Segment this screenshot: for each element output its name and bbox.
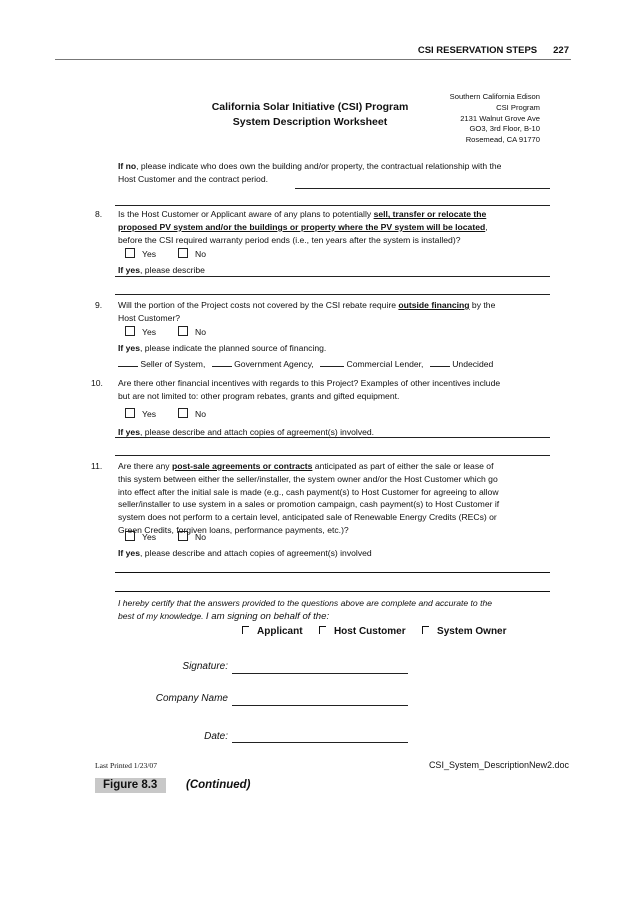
question-number: 8. — [95, 209, 103, 219]
role-applicant-checkbox[interactable] — [242, 626, 303, 639]
followup-text: , please describe and attach copies of agreement(s) involved. — [139, 427, 375, 437]
q9-no-checkbox[interactable] — [178, 326, 206, 339]
page-number: 227 — [553, 45, 569, 56]
q-text: anticipated as part of either the sale or lease of — [312, 461, 494, 471]
blank[interactable] — [212, 366, 232, 367]
q-text: system does not perform to a certain level, anticipated sale of Renewable Energy Credits (RECs) or — [118, 512, 497, 523]
checkbox-icon — [178, 408, 188, 418]
source-label: Undecided — [452, 359, 494, 369]
if-no-bold: If no — [118, 161, 137, 171]
figure-label: Figure 8.3 — [95, 778, 166, 793]
q-text: Are there other financial incentives with regards to this Project? Examples of other incentives include — [118, 378, 501, 388]
address-line: GO3, 3rd Floor, B-10 — [469, 124, 540, 134]
header-rule — [55, 59, 571, 60]
q-text: but are not limited to: other program rebates, grants and gifted equipment. — [118, 390, 400, 401]
q8-followup — [118, 264, 205, 277]
followup-bold: If yes — [118, 265, 140, 275]
checkbox-icon — [242, 626, 249, 634]
q-emphasis: proposed PV system and/or the buildings or property where the PV system will be located — [118, 221, 486, 232]
option-label: No — [195, 532, 207, 542]
q11-followup — [118, 547, 372, 560]
option-label: No — [195, 249, 207, 259]
q10-yes-checkbox[interactable] — [125, 408, 156, 421]
option-label: Yes — [142, 327, 157, 337]
q11-yes-checkbox[interactable] — [125, 531, 156, 544]
q-text: seller/installer to use system in a sales or promotion campaign, cash payment(s) to Host Customer if — [118, 499, 500, 510]
role-label: Host Customer — [333, 626, 406, 637]
q11-options — [125, 531, 228, 544]
date-label: Date: — [204, 731, 228, 742]
followup-text: , please describe — [139, 265, 205, 275]
q-text: into effect after the initial sale is made (e.g., cash payment(s) to Host Customer for agreeing to allow — [118, 486, 499, 497]
q-text: Host Customer? — [118, 312, 181, 323]
followup-text: , please describe and attach copies of agreement(s) involved — [139, 548, 372, 558]
checkbox-icon — [178, 531, 188, 541]
q9-options — [125, 326, 228, 339]
q8-no-checkbox[interactable] — [178, 248, 206, 261]
company-name-field[interactable] — [232, 705, 408, 706]
option-label: Yes — [142, 532, 157, 542]
answer-line[interactable] — [115, 294, 550, 295]
source-label: Commercial Lender, — [346, 359, 424, 369]
if-no-line: , please indicate who does own the building and/or property, the contractual relationship with the — [136, 161, 502, 171]
last-printed: Last Printed 1/23/07 — [95, 761, 158, 770]
financing-sources — [118, 358, 493, 371]
answer-line[interactable] — [115, 437, 550, 438]
checkbox-icon — [125, 326, 135, 336]
answer-line[interactable] — [115, 572, 550, 573]
question-11 — [118, 460, 499, 537]
question-number: 11. — [91, 461, 103, 471]
q8-options — [125, 248, 228, 261]
form-title — [180, 100, 440, 130]
question-number: 9. — [95, 300, 103, 310]
q11-no-checkbox[interactable] — [178, 531, 206, 544]
followup-text: , please indicate the planned source of financing. — [139, 343, 327, 353]
answer-line[interactable] — [115, 591, 550, 592]
q8-yes-checkbox[interactable] — [125, 248, 156, 261]
certification-text — [118, 597, 492, 624]
blank[interactable] — [320, 366, 344, 367]
q-text: , — [485, 221, 488, 232]
role-host-customer-checkbox[interactable] — [319, 626, 406, 639]
checkbox-icon — [125, 248, 135, 258]
q-text: Green Credits, forgiven loans, performance payments, etc.)? — [118, 524, 349, 535]
section-title: CSI RESERVATION STEPS — [417, 45, 538, 56]
question-8 — [118, 208, 488, 246]
source-label: Seller of System, — [140, 359, 206, 369]
date-field[interactable] — [232, 742, 408, 743]
followup-bold: If yes — [118, 548, 140, 558]
blank[interactable] — [118, 366, 138, 367]
q10-no-checkbox[interactable] — [178, 408, 206, 421]
address-line: Rosemead, CA 91770 — [465, 135, 540, 145]
q-text: Are there any — [118, 461, 172, 471]
q-text: by the — [469, 300, 496, 310]
signature-field[interactable] — [232, 673, 408, 674]
option-label: Yes — [142, 249, 157, 259]
option-label: No — [195, 409, 207, 419]
address-line: CSI Program — [496, 102, 540, 112]
figure-caption: (Continued) — [186, 779, 251, 791]
address-line: Southern California Edison — [449, 92, 540, 101]
cert-line: best of my knowledge. — [118, 610, 206, 621]
signature-label: Signature: — [182, 661, 228, 672]
q-text: this system between either the seller/installer, the system owner and/or the Host Customer which go — [118, 473, 498, 484]
q10-options — [125, 408, 228, 421]
cert-line: I am signing on behalf of the: — [205, 610, 330, 622]
checkbox-icon — [178, 326, 188, 336]
address-block — [450, 92, 540, 146]
question-9 — [118, 299, 495, 325]
answer-line[interactable] — [295, 188, 550, 189]
company-name-label: Company Name — [155, 693, 228, 704]
answer-line[interactable] — [115, 455, 550, 456]
answer-line[interactable] — [115, 205, 550, 206]
title-line: System Description Worksheet — [232, 116, 388, 128]
q-text: before the CSI required warranty period ends (i.e., ten years after the system is installed)? — [118, 234, 461, 245]
cert-line: I hereby certify that the answers provided to the questions above are complete and accurate to the — [118, 598, 493, 608]
filename: CSI_System_DescriptionNew2.doc — [428, 760, 569, 770]
checkbox-icon — [319, 626, 326, 634]
question-number: 10. — [91, 378, 103, 388]
q-emphasis: post-sale agreements or contracts — [171, 461, 313, 471]
q-emphasis: outside financing — [398, 300, 470, 310]
if-no-text — [118, 160, 501, 186]
question-10 — [118, 377, 500, 403]
running-header — [418, 45, 569, 58]
q-emphasis: sell, transfer or relocate the — [373, 209, 487, 219]
address-line: 2131 Walnut Grove Ave — [460, 113, 540, 123]
q-text: Is the Host Customer or Applicant aware of any plans to potentially — [118, 209, 374, 219]
option-label: No — [195, 327, 207, 337]
followup-bold: If yes — [118, 343, 140, 353]
checkbox-icon — [422, 626, 429, 634]
answer-line[interactable] — [115, 276, 550, 277]
title-line: California Solar Initiative (CSI) Program — [211, 101, 409, 113]
q9-followup — [118, 342, 326, 355]
if-no-line: Host Customer and the contract period. — [118, 173, 268, 184]
role-system-owner-checkbox[interactable] — [422, 626, 506, 639]
checkbox-icon — [125, 408, 135, 418]
q-text: Will the portion of the Project costs not covered by the CSI rebate require — [118, 300, 399, 310]
followup-bold: If yes — [118, 427, 140, 437]
signer-role-options — [242, 625, 521, 639]
source-label: Government Agency, — [234, 359, 314, 369]
q9-yes-checkbox[interactable] — [125, 326, 156, 339]
role-label: Applicant — [257, 626, 303, 637]
role-label: System Owner — [437, 626, 507, 637]
checkbox-icon — [125, 531, 135, 541]
option-label: Yes — [142, 409, 157, 419]
checkbox-icon — [178, 248, 188, 258]
blank[interactable] — [430, 366, 450, 367]
